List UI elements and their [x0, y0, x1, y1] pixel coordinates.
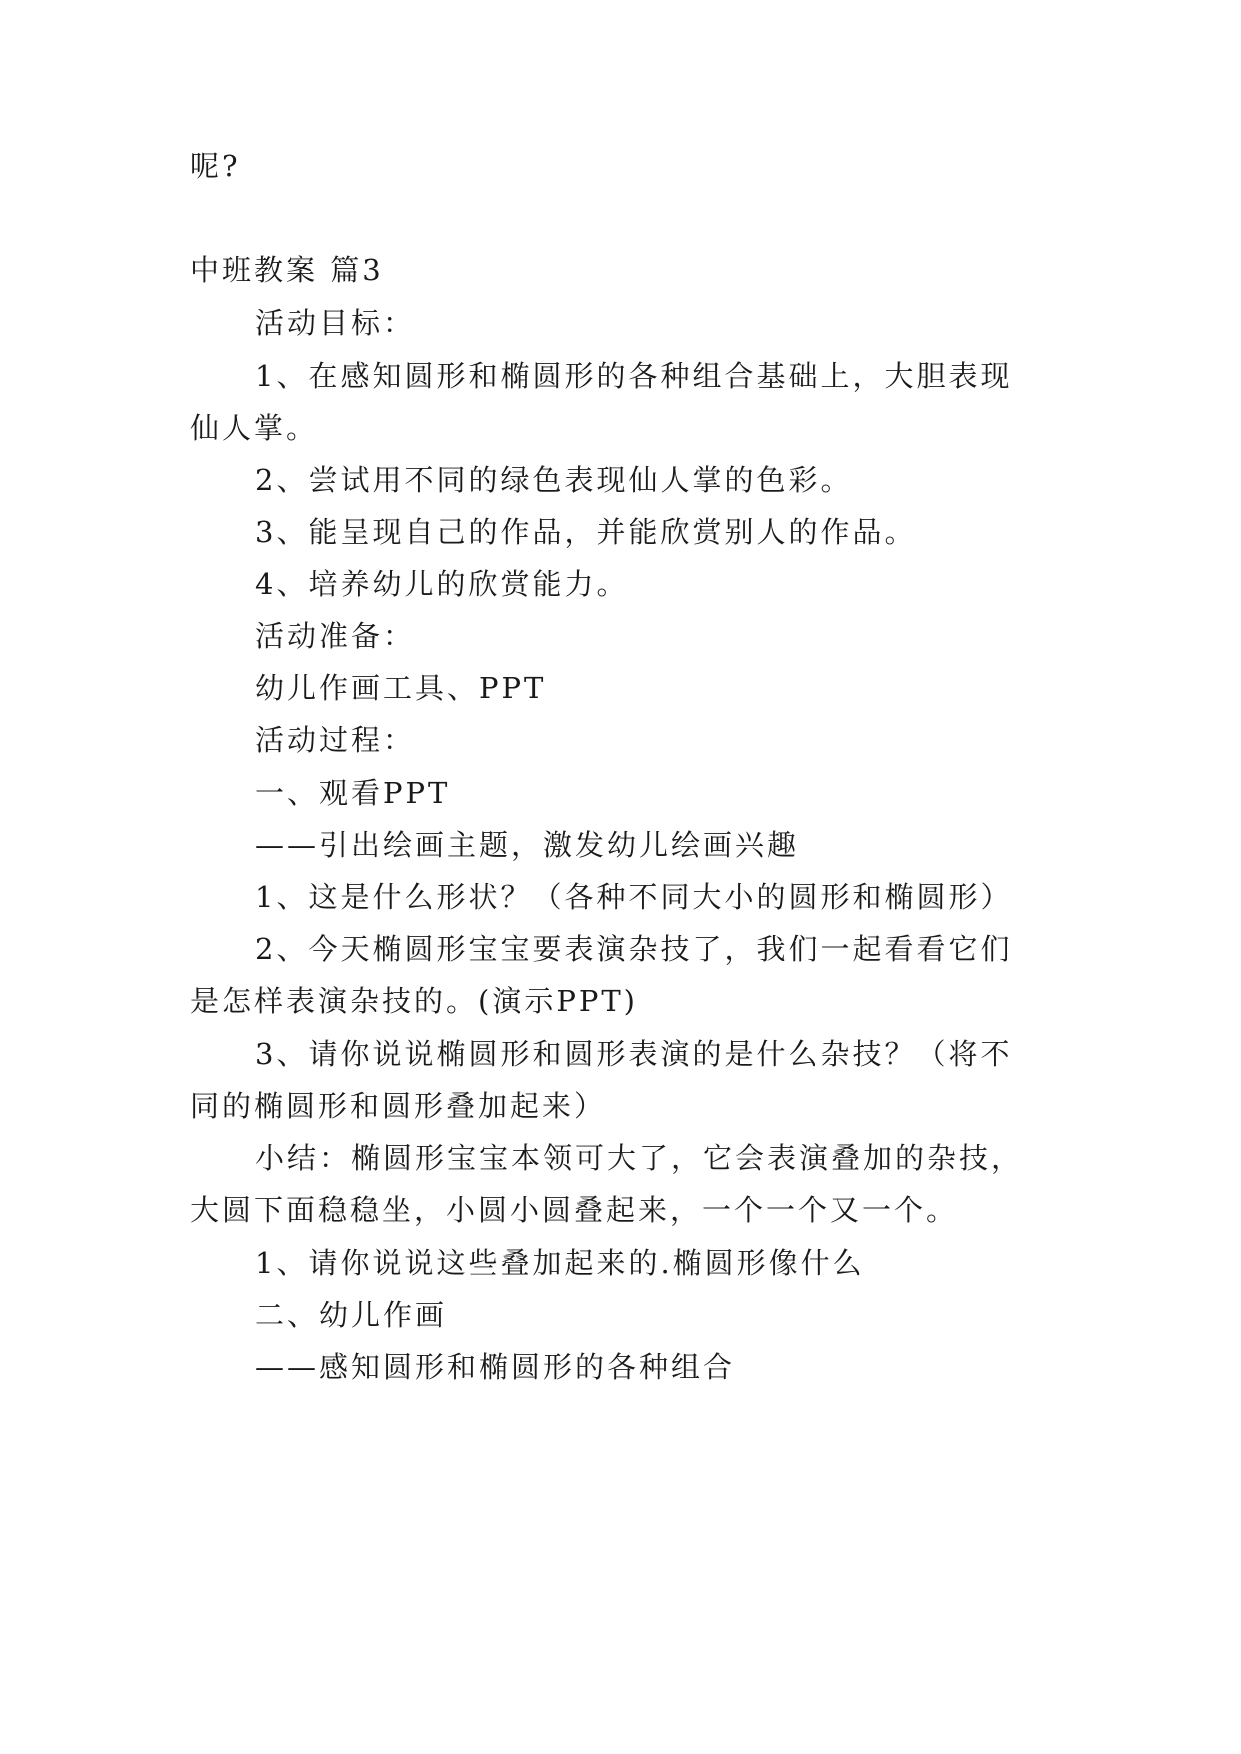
- process-step-1: 一、观看PPT: [255, 776, 451, 810]
- process-question-3: 3、请你说说椭圆形和圆形表演的是什么杂技？（将不: [255, 1037, 1013, 1071]
- goal-item-1-cont: 仙人掌。: [190, 411, 319, 445]
- goal-item-2: 2、尝试用不同的绿色表现仙人掌的色彩。: [255, 463, 853, 497]
- goal-item-1: 1、在感知圆形和椭圆形的各种组合基础上，大胆表现: [255, 359, 1013, 393]
- goal-item-3: 3、能呈现自己的作品，并能欣赏别人的作品。: [255, 515, 917, 549]
- summary-text: 小结：椭圆形宝宝本领可大了，它会表演叠加的杂技，: [255, 1141, 1024, 1175]
- process-question-3-cont: 同的椭圆形和圆形叠加起来）: [190, 1089, 607, 1123]
- preparation-text: 幼儿作画工具、PPT: [255, 671, 547, 705]
- section-heading: 中班教案 篇3: [190, 253, 384, 287]
- process-question-4: 1、请你说说这些叠加起来的.椭圆形像什么: [255, 1246, 865, 1280]
- subheading-process: 活动过程：: [255, 723, 416, 757]
- process-step-2-note: ——感知圆形和椭圆形的各种组合: [255, 1350, 736, 1384]
- subheading-goals: 活动目标：: [255, 306, 416, 340]
- text-line-continuation: 呢?: [190, 149, 241, 183]
- summary-text-cont: 大圆下面稳稳坐，小圆小圆叠起来，一个一个又一个。: [190, 1193, 959, 1227]
- process-question-1: 1、这是什么形状？（各种不同大小的圆形和椭圆形）: [255, 880, 1013, 914]
- process-step-2: 二、幼儿作画: [255, 1298, 448, 1332]
- process-step-1-note: ——引出绘画主题，激发幼儿绘画兴趣: [255, 828, 800, 862]
- subheading-preparation: 活动准备：: [255, 619, 416, 653]
- process-question-2: 2、今天椭圆形宝宝要表演杂技了，我们一起看看它们: [255, 932, 1013, 966]
- process-question-2-cont: 是怎样表演杂技的。(演示PPT): [190, 984, 638, 1018]
- goal-item-4: 4、培养幼儿的欣赏能力。: [255, 567, 629, 601]
